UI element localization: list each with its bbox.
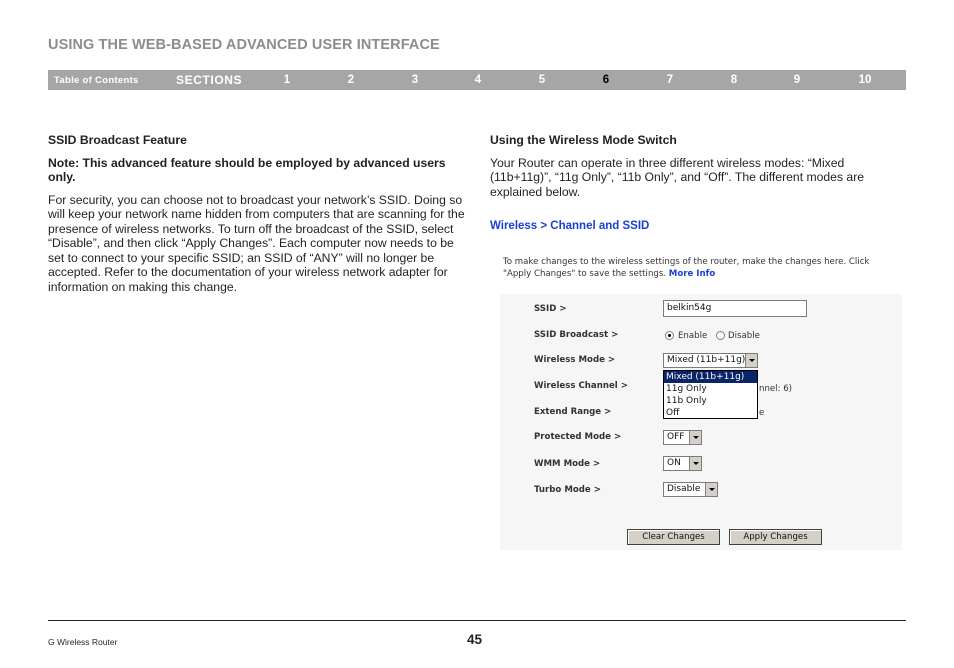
section-link-5[interactable]: 5 [538,74,546,86]
apply-changes-button[interactable]: Apply Changes [729,529,822,545]
left-column [48,133,468,294]
section-link-1[interactable]: 1 [283,74,291,86]
settings-intro [503,256,898,280]
section-nav-bar [48,70,906,90]
extend-range-partial: e [759,408,765,418]
extend-range-label: Extend Range > [534,407,612,417]
settings-intro-text: To make changes to the wireless settings of the router, make the changes here. Click "Apply Changes" to save the settings. [503,257,870,279]
chevron-down-icon[interactable] [689,431,701,444]
wmm-mode-select[interactable] [663,456,702,471]
turbo-mode-value: Disable [667,484,701,494]
protected-mode-select[interactable] [663,430,702,445]
turbo-mode-select[interactable] [663,482,718,497]
footer-divider [48,620,906,621]
section-link-8[interactable]: 8 [730,74,738,86]
section-link-10[interactable]: 10 [858,74,872,86]
chevron-down-icon[interactable] [689,457,701,470]
turbo-mode-label: Turbo Mode > [534,485,601,495]
section-link-6-active[interactable]: 6 [602,74,610,86]
wireless-mode-dropdown[interactable] [663,370,758,419]
enable-radio-label: Enable [678,331,708,341]
page-number: 45 [467,632,483,647]
section-link-3[interactable]: 3 [411,74,419,86]
wireless-mode-value: Mixed (11b+11g) [667,355,746,365]
section-link-4[interactable]: 4 [474,74,482,86]
enable-radio[interactable] [665,331,674,340]
protected-mode-label: Protected Mode > [534,432,622,442]
ssid-broadcast-body: For security, you can choose not to broadcast your network’s SSID. Doing so will keep your network name hidden from computers that are scanning for the presence of wireless networks. To turn off the broadcast of the SSID, select “Disable”, and then click “Apply Changes”. Each computer now needs to be set to connect to your specific SSID; an SSID of “ANY” will no longer be accepted. Refer to the documentation of your wireless network adapter for information on making this change. [48,192,465,294]
chevron-down-icon[interactable] [745,354,757,367]
footer-product-name: G Wireless Router [48,637,118,647]
chevron-down-icon[interactable] [705,483,717,496]
section-link-2[interactable]: 2 [347,74,355,86]
section-link-9[interactable]: 9 [793,74,801,86]
channel-info-partial: nnel: 6) [759,384,793,394]
mode-option-11b[interactable]: 11b Only [666,396,707,406]
ssid-broadcast-heading: SSID Broadcast Feature [48,133,187,147]
page-header-title: USING THE WEB-BASED ADVANCED USER INTERFACE [48,37,440,53]
wireless-mode-body: Your Router can operate in three different wireless modes: “Mixed (11b+11g)”, “11g Only”, “11b Only”, and “Off”. The different modes are explained below. [490,155,865,199]
wireless-channel-label: Wireless Channel > [534,381,628,391]
table-of-contents-link[interactable]: Table of Contents [54,75,139,86]
protected-mode-value: OFF [667,432,685,442]
mode-option-off[interactable]: Off [666,408,680,418]
ssid-label: SSID > [534,304,567,314]
clear-changes-button[interactable]: Clear Changes [627,529,720,545]
wireless-mode-label: Wireless Mode > [534,355,616,365]
more-info-link[interactable]: More Info [668,269,716,279]
section-link-7[interactable]: 7 [666,74,674,86]
sections-label: SECTIONS [176,73,243,87]
wireless-mode-heading: Using the Wireless Mode Switch [490,133,677,147]
disable-radio[interactable] [716,331,725,340]
ssid-input[interactable]: belkin54g [663,300,807,317]
wmm-mode-value: ON [667,458,681,468]
advanced-note: Note: This advanced feature should be employed by advanced users only. [48,155,446,184]
right-column [490,133,902,199]
mode-option-11g[interactable]: 11g Only [666,384,707,394]
disable-radio-label: Disable [728,331,760,341]
wireless-mode-select[interactable] [663,353,758,368]
wmm-mode-label: WMM Mode > [534,459,601,469]
ssid-broadcast-label: SSID Broadcast > [534,330,619,340]
channel-ssid-title: Wireless > Channel and SSID [490,220,650,232]
mode-option-mixed[interactable]: Mixed (11b+11g) [664,371,757,383]
router-settings-screenshot [490,210,902,550]
